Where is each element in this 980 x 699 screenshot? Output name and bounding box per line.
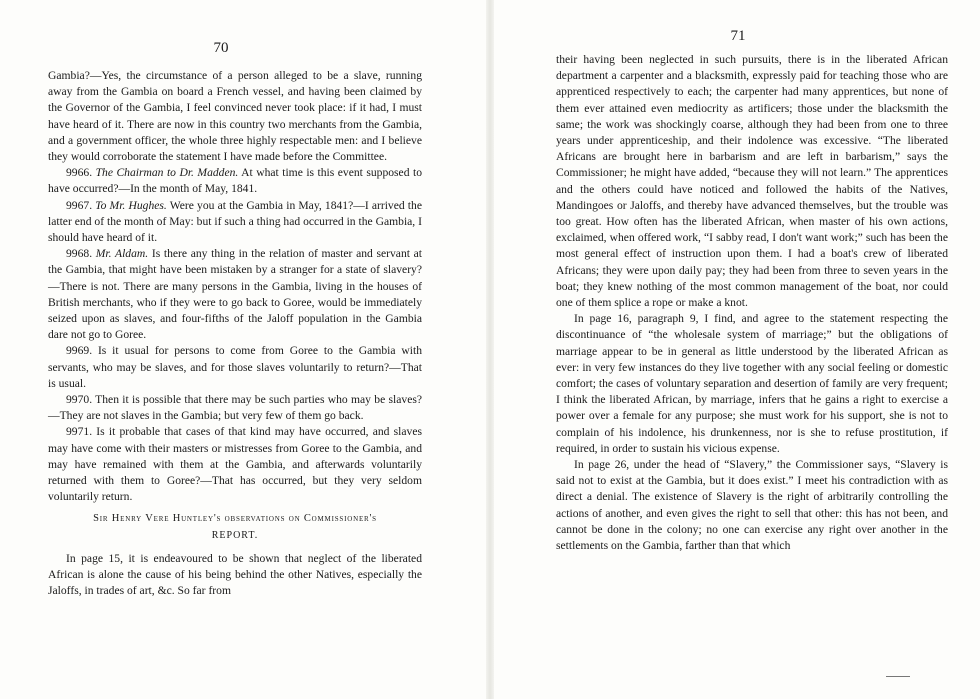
question-9967 [48,198,422,247]
paragraph-apprentices: their having been neglected in such pursuits, there is in the liberated African department a carpenter and a blacksmith, expressly paid for teaching those who are apprenticed respectively to each; the carpenter had many apprentices, but none of them ever attained even mediocrity as artificers; those under the blacksmith the same; the work was shockingly coarse, although they had been from one to three years under apprenticeship, and their indolence was excessive. “The liberated Africans are brought here in barbarism and are left in barbarism,” says the Commissioner; he might have added, “because they will not learn.” The apprentices and the others could have noticed and followed the habits of the Natives, Mandingoes or Jaloffs, and thereby have advanced themselves, but the trouble was too great. How often has the liberated African, when master of his own actions, exclaimed, when offered work, “I sabby read, I don't want work;” such has been the most general effect of instruction upon them. I had a boat's crew of liberated Africans; they were upon daily pay; they had been from three to seven years in the boat; they knew nothing of the most common management of the boat, nor could one of them splice a rope or make a knot. [556,53,948,310]
page-number-right: 71 [730,28,746,44]
paragraph-page-26: In page 26, under the head of “Slavery,” the Commissioner says, “Slavery is said not to exist at the Gambia, but it does exist.” I meet his contradiction with as direct a denial. The existence of Slavery is the right of arbitrarily controlling the actions of another, and even gives the right to sell that other: this has not been, and cannot be done in the colony; no one can exercise any right over another in the settlements on the Gambia, farther than that which [556,458,948,553]
question-addressee: Mr. Aldam. [95,247,149,261]
question-text: At what time is this event supposed to have occurred?—In the month of May, 1841. [48,166,422,196]
question-9966 [48,165,422,197]
right-page [490,0,980,699]
question-addressee: The Chairman to Dr. Madden. [95,166,239,180]
question-text: Were you at the Gambia in May, 1841?—I arrived the latter end of the month of May: but if such a thing had occurred in the Gambia, I should have heard of it. [48,198,422,245]
paragraph-page-15: In page 15, it is endeavoured to be shown that neglect of the liberated African is alone the cause of his being behind the other Natives, especially the Jaloffs, in trades of art, &c. So far from [48,551,422,598]
left-page-text [48,68,422,599]
question-number: 9968. [66,247,93,261]
section-heading-report: REPORT. [211,530,259,542]
question-number: 9966. [66,166,93,180]
right-page-text [556,52,948,554]
paragraph-continuation: Gambia?—Yes, the circumstance of a person alleged to be a slave, running away from the Gambia on board a French vessel, and having been claimed by the Governor of the Gambia, I feel convinced never took place: if it had, I must have heard of it. There are now in this country two merchants from the Gambia, and a government officer, the whole three highly respectable men: and I believe they would corroborate the statement I have made before the Committee. [48,69,422,164]
question-9971: 9971. Is it probable that cases of that kind may have occurred, and slaves may have come with their masters or mistresses from Goree to the Gambia, and may have remained with them at the Gambia, and afterwards voluntarily returned with them to Goree?—That has occurred, but they very seldom voluntarily return. [48,425,422,504]
question-text: Is there any thing in the relation of master and servant at the Gambia, that might have been mistaken by a stranger for a state of slavery?—There is not. There are many persons in the Gambia, living in the houses of British merchants, who if they were to go back to Goree, would be immediately seized upon as slaves, and four-fifths of the Jaloff population in the Gambia dare not go to Goree. [48,247,422,342]
page-number-left: 70 [213,40,229,56]
question-addressee: To Mr. Hughes. [95,198,167,212]
paragraph-page-16: In page 16, paragraph 9, I find, and agree to the statement respecting the discontinuance of “the wholesale system of marriage;” but the obligations of marriage appear to be in general as little understood by the liberated African as ever: in very few instances do they live together with any social feeling or domestic comfort; the cases of voluntary separation and desertion of family are very frequent; I think the liberated African, by marriage, infers that he gains a right to exercise a power over a female for any purpose; she must work for his support, she is not to complain of his indolence, his drunkenness, nor is she to refuse prostitution, if required, in order to sustain his vicious expense. [556,312,948,455]
catchword-mark [886,676,910,677]
question-9970: 9970. Then it is possible that there may be such parties who may be slaves?—They are not slaves in the Gambia; but very few of them go back. [48,393,422,423]
question-9969: 9969. Is it usual for persons to come from Goree to the Gambia with servants, who may be slaves, and for those slaves voluntarily to return?—That is usual. [48,344,422,390]
question-number: 9967. [66,198,93,212]
section-heading: Sir Henry Vere Huntley's observations on Commissioner's [93,513,377,525]
question-9968 [48,246,422,343]
